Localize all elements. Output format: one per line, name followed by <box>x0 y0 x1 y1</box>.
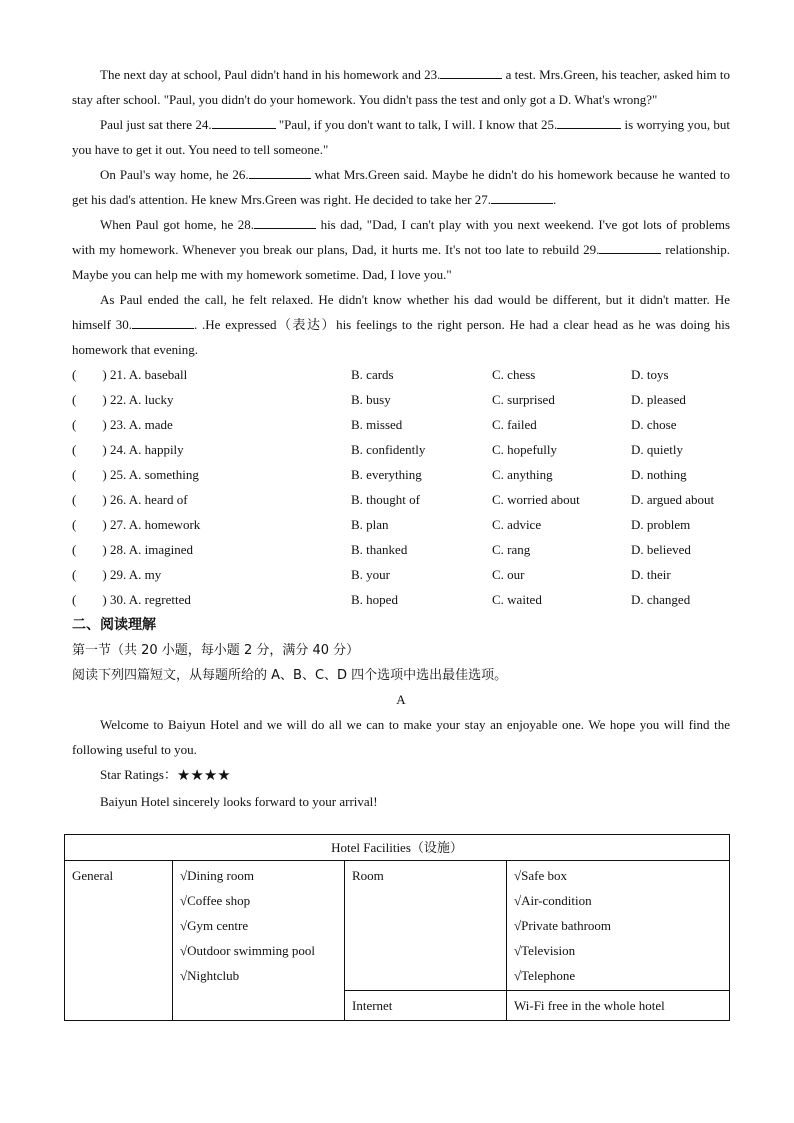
answer-bracket[interactable]: ( ) <box>72 592 107 607</box>
passage-text: what Mrs.Green said. Maybe he didn't do his homework because he wanted to get his dad's attention. He knew Mrs.Green was right. He decided to take her 27. <box>72 167 730 207</box>
passage-text: relationship. Maybe you can help me with my homework sometime. Dad, I love you." <box>72 242 730 282</box>
passage-text: a test. Mrs.Green, his teacher, asked him to stay after school. "Paul, you didn't do your homework. You didn't pass the test and only got a D. What's wrong?" <box>72 67 730 107</box>
passage-text: is worrying you, but you have to get it out. You need to tell someone." <box>72 117 730 157</box>
passage-paragraph-5 <box>72 287 730 362</box>
option-c: C. failed <box>492 417 537 432</box>
answer-bracket[interactable]: ( ) <box>72 417 107 432</box>
option-c: C. surprised <box>492 392 555 407</box>
room-label: Room <box>345 861 507 991</box>
option-a: 28. A. imagined <box>110 542 194 557</box>
question-row <box>72 387 730 412</box>
list-item: √Coffee shop <box>180 893 251 908</box>
list-item: √Private bathroom <box>514 918 612 933</box>
internet-label: Internet <box>345 991 507 1021</box>
list-item: √Dining room <box>180 868 254 883</box>
option-c: C. rang <box>492 542 531 557</box>
passage-text: . <box>552 192 557 207</box>
option-b: B. confidently <box>351 442 426 457</box>
option-a: 27. A. homework <box>110 517 201 532</box>
blank-30[interactable] <box>132 316 194 329</box>
question-list <box>72 362 730 612</box>
blank-24[interactable] <box>212 116 276 129</box>
option-a: 23. A. made <box>110 417 173 432</box>
option-a: 21. A. baseball <box>110 367 188 382</box>
document-page <box>72 62 730 814</box>
option-c: C. advice <box>492 517 542 532</box>
question-row <box>72 462 730 487</box>
blank-26[interactable] <box>249 166 311 179</box>
question-row <box>72 562 730 587</box>
answer-bracket[interactable]: ( ) <box>72 442 107 457</box>
answer-bracket[interactable]: ( ) <box>72 492 107 507</box>
answer-bracket[interactable]: ( ) <box>72 517 107 532</box>
passage-text: "Paul, if you don't want to talk, I will. I know that 25. <box>275 117 558 132</box>
section-instruction: 阅读下列四篇短文，从每题所给的 A、B、C、D 四个选项中选出最佳选项。 <box>72 668 508 683</box>
passage-text: his dad, "Dad, I can't play with you next weekend. I've got lots of problems with my homework. Whenever you break our plans, Dad, it hurts me. It's not too late to rebuild 29. <box>72 217 730 257</box>
option-a: 22. A. lucky <box>110 392 174 407</box>
option-a: 26. A. heard of <box>110 492 188 507</box>
option-b: B. your <box>351 567 390 582</box>
star-icon: ★★★★ <box>176 768 231 784</box>
list-item: √Telephone <box>514 968 576 983</box>
hotel-facilities-table <box>64 834 730 1021</box>
question-options-table <box>72 362 730 612</box>
option-d: D. chose <box>631 417 677 432</box>
question-row <box>72 362 730 387</box>
answer-bracket[interactable]: ( ) <box>72 392 107 407</box>
passage-text: The next day at school, Paul didn't hand in his homework and 23. <box>100 67 441 82</box>
star-ratings <box>72 762 730 789</box>
answer-bracket[interactable]: ( ) <box>72 367 107 382</box>
answer-bracket[interactable]: ( ) <box>72 542 107 557</box>
option-b: B. busy <box>351 392 391 407</box>
blank-29[interactable] <box>599 241 661 254</box>
passage-text: When Paul got home, he 28. <box>100 217 255 232</box>
option-d: D. argued about <box>631 492 715 507</box>
option-b: B. cards <box>351 367 394 382</box>
option-a: 24. A. happily <box>110 442 184 457</box>
answer-bracket[interactable]: ( ) <box>72 567 107 582</box>
section-title: 二、阅读理解 <box>72 617 156 633</box>
option-d: D. problem <box>631 517 691 532</box>
option-b: B. thought of <box>351 492 420 507</box>
passage-text: As Paul ended the call, he felt relaxed. He didn't know whether his dad would be different, but it didn't matter. He himself 30. <box>72 292 730 332</box>
passage-paragraph-2 <box>72 112 730 162</box>
table-header: Hotel Facilities（设施） <box>65 835 730 861</box>
question-row <box>72 587 730 612</box>
general-label: General <box>65 861 173 1021</box>
list-item: √Safe box <box>514 868 567 883</box>
option-d: D. quietly <box>631 442 683 457</box>
section-part-info: 第一节（共 20 小题，每小题 2 分，满分 40 分） <box>72 643 360 658</box>
question-row <box>72 512 730 537</box>
star-ratings-label: Star Ratings： <box>100 767 177 782</box>
blank-28[interactable] <box>254 216 316 229</box>
blank-25[interactable] <box>557 116 621 129</box>
option-a: 29. A. my <box>110 567 162 582</box>
looks-forward-line: Baiyun Hotel sincerely looks forward to your arrival! <box>100 794 378 809</box>
option-d: D. nothing <box>631 467 687 482</box>
blank-23[interactable] <box>440 66 502 79</box>
passage-paragraph-4 <box>72 212 730 287</box>
option-c: C. anything <box>492 467 553 482</box>
passage-letter: A <box>396 692 406 707</box>
option-c: C. our <box>492 567 525 582</box>
option-b: B. missed <box>351 417 403 432</box>
option-b: B. everything <box>351 467 422 482</box>
option-a: 25. A. something <box>110 467 199 482</box>
question-row <box>72 437 730 462</box>
option-d: D. changed <box>631 592 691 607</box>
question-row <box>72 412 730 437</box>
option-b: B. hoped <box>351 592 398 607</box>
welcome-paragraph: Welcome to Baiyun Hotel and we will do all we can to make your stay an enjoyable one. We hope you will find the following useful to you. <box>72 717 730 757</box>
option-d: D. their <box>631 567 671 582</box>
passage-text: Paul just sat there 24. <box>100 117 212 132</box>
list-item: √Outdoor swimming pool <box>180 943 315 958</box>
passage-text: . .He expressed（表达）his feelings to the right person. He had a clear head as he was doing his homework that evening. <box>72 317 730 357</box>
general-items <box>173 861 345 1021</box>
option-c: C. waited <box>492 592 542 607</box>
option-c: C. chess <box>492 367 536 382</box>
blank-27[interactable] <box>491 191 553 204</box>
option-b: B. plan <box>351 517 389 532</box>
passage-text: On Paul's way home, he 26. <box>100 167 249 182</box>
list-item: √Television <box>514 943 576 958</box>
option-b: B. thanked <box>351 542 408 557</box>
passage-paragraph-3 <box>72 162 730 212</box>
room-items <box>507 861 730 991</box>
list-item: √Gym centre <box>180 918 249 933</box>
option-d: D. pleased <box>631 392 686 407</box>
option-d: D. believed <box>631 542 691 557</box>
passage-paragraph-1 <box>72 62 730 112</box>
list-item: √Air-condition <box>514 893 592 908</box>
question-row <box>72 487 730 512</box>
question-row <box>72 537 730 562</box>
option-c: C. worried about <box>492 492 580 507</box>
list-item: √Nightclub <box>180 968 240 983</box>
answer-bracket[interactable]: ( ) <box>72 467 107 482</box>
internet-value: Wi-Fi free in the whole hotel <box>507 991 730 1021</box>
option-a: 30. A. regretted <box>110 592 191 607</box>
option-c: C. hopefully <box>492 442 557 457</box>
option-d: D. toys <box>631 367 669 382</box>
